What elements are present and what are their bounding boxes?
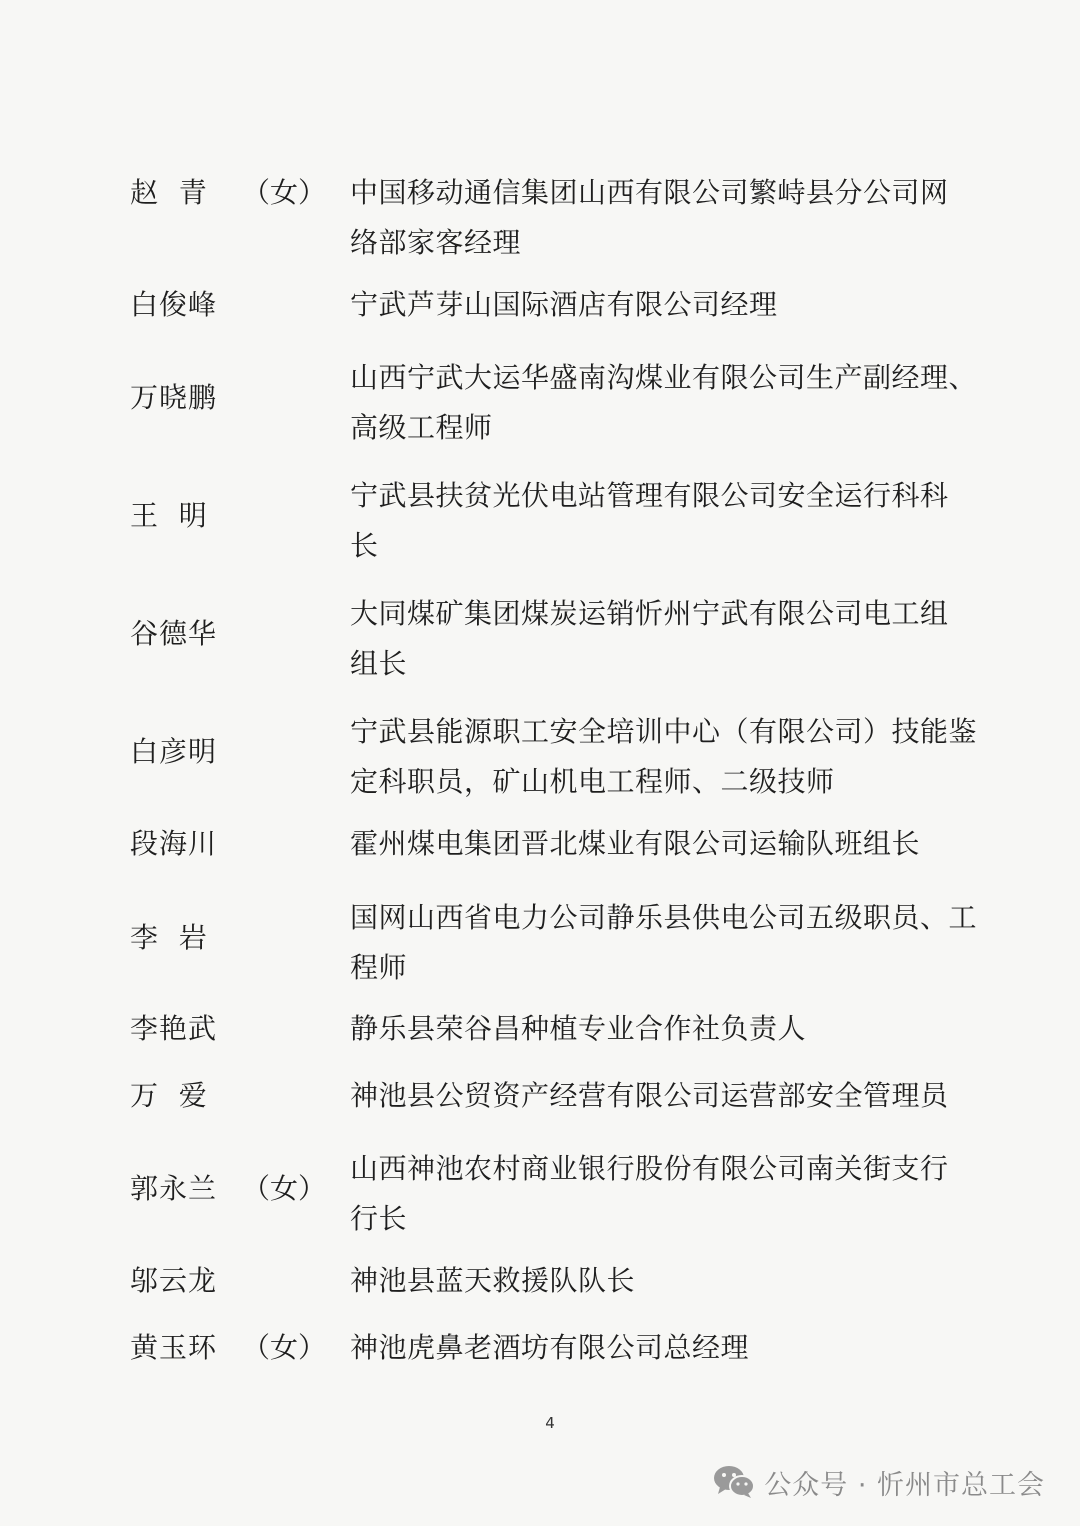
person-name: 万晓鹏 <box>130 381 218 414</box>
person-title: 中国移动通信集团山西有限公司繁峙县分公司网 络部家客经理 <box>350 176 949 259</box>
person-name: 白彦明 <box>130 735 218 768</box>
person-title: 国网山西省电力公司静乐县供电公司五级职员、工 程师 <box>350 901 978 984</box>
person-title: 霍州煤电集团晋北煤业有限公司运输队班组长 <box>350 827 921 860</box>
watermark <box>712 1462 1045 1502</box>
person-name: 邬云龙 <box>130 1264 218 1297</box>
person-title: 宁武县扶贫光伏电站管理有限公司安全运行科科 长 <box>350 479 949 562</box>
person-name: 李 岩 <box>130 921 208 954</box>
watermark-text: 公众号 · 忻州市总工会 <box>764 1469 1045 1501</box>
person-name: 赵 青 <box>130 176 208 209</box>
person-name: 郭永兰 <box>130 1172 218 1205</box>
person-name: 王 明 <box>130 499 208 532</box>
person-title: 神池县蓝天救援队队长 <box>350 1264 636 1297</box>
gender-note: （女） <box>242 1172 327 1205</box>
person-title: 山西神池农村商业银行股份有限公司南关街支行 行长 <box>350 1152 949 1235</box>
person-title: 神池虎鼻老酒坊有限公司总经理 <box>350 1331 750 1364</box>
person-name: 黄玉环 <box>130 1331 218 1364</box>
wechat-icon <box>712 1464 756 1500</box>
gender-note: （女） <box>242 176 327 209</box>
gender-note: （女） <box>242 1331 327 1364</box>
page-number: 4 <box>545 1414 555 1432</box>
person-title: 宁武县能源职工安全培训中心（有限公司）技能鉴 定科职员，矿山机电工程师、二级技师 <box>350 715 978 798</box>
person-name: 白俊峰 <box>130 288 218 321</box>
person-title: 宁武芦芽山国际酒店有限公司经理 <box>350 288 778 321</box>
person-name: 李艳武 <box>130 1012 218 1045</box>
person-name: 万 爱 <box>130 1079 208 1112</box>
person-name: 谷德华 <box>130 617 218 650</box>
person-name: 段海川 <box>130 827 218 860</box>
person-title: 大同煤矿集团煤炭运销忻州宁武有限公司电工组 组长 <box>350 597 949 680</box>
person-title: 静乐县荣谷昌种植专业合作社负责人 <box>350 1012 807 1045</box>
person-title: 神池县公贸资产经营有限公司运营部安全管理员 <box>350 1079 949 1112</box>
person-title: 山西宁武大运华盛南沟煤业有限公司生产副经理、 高级工程师 <box>350 361 978 444</box>
